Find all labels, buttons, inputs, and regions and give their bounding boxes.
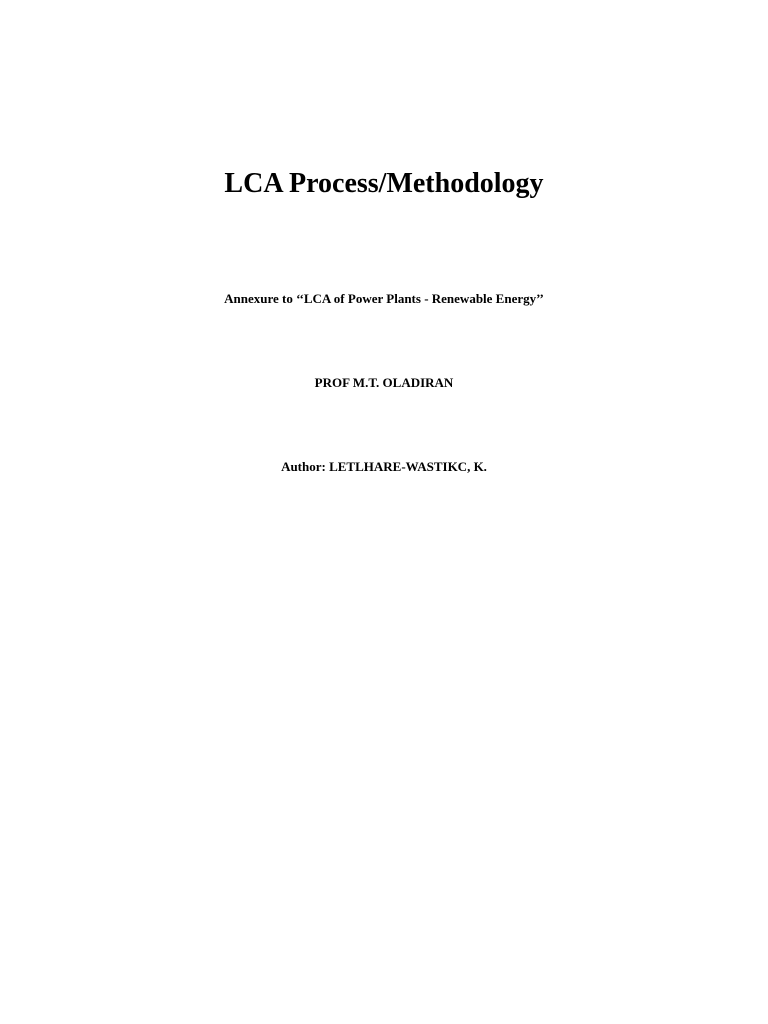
author-line: Author: LETLHARE-WASTIKC, K.	[281, 459, 487, 474]
document-title: LCA Process/Methodology	[224, 168, 544, 199]
document-subtitle: Annexure to ‘‘LCA of Power Plants - Renewable Energy’’	[224, 291, 544, 306]
supervisor-name: PROF M.T. OLADIRAN	[314, 375, 454, 390]
